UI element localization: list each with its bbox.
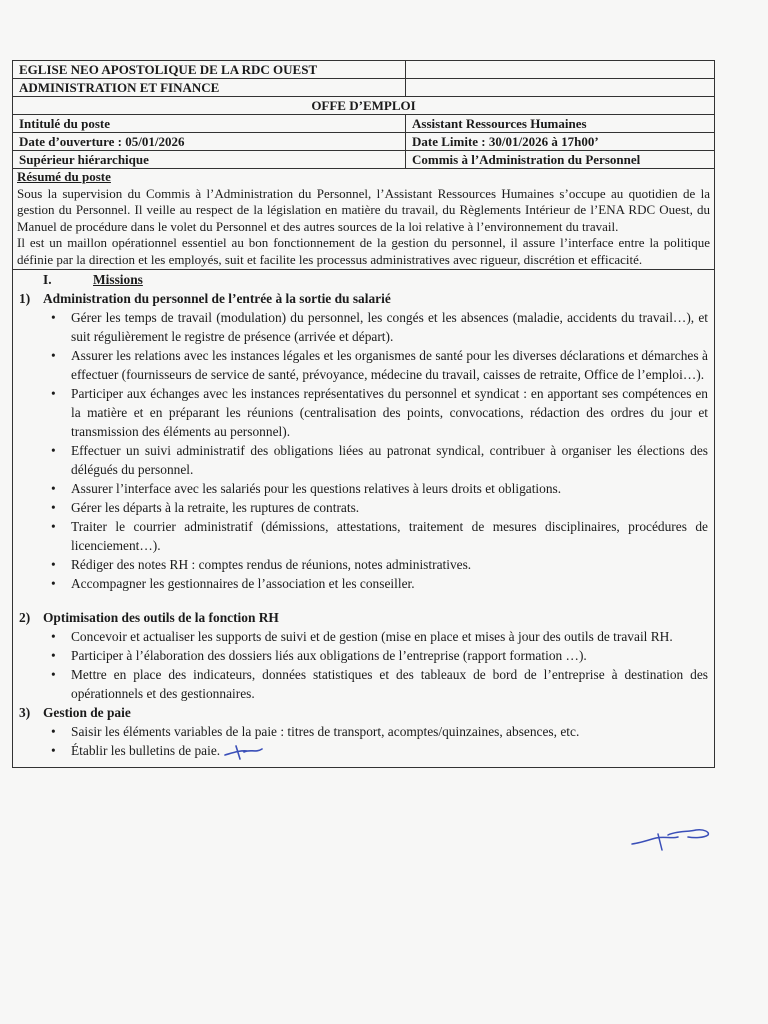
bullet-icon: • [51,348,56,363]
list-item [19,308,708,346]
org-empty-cell [406,61,714,78]
section-number: 2) [19,610,31,625]
section-title: Gestion de paie [43,705,131,720]
bullet-icon: • [51,724,56,739]
info-row [13,151,714,169]
list-item-text: Gérer les temps de travail (modulation) du personnel, les congés et les absences (maladie, accidents du travail…), et suit régulièrement le registre de présence (arrivée et départ). [71,310,708,344]
bullet-icon: • [51,557,56,572]
list-item [19,346,708,384]
bullet-icon: • [51,310,56,325]
list-item [19,665,708,703]
list-item [19,646,708,665]
summary-title: Résumé du poste [17,169,111,184]
info-label: Supérieur hiérarchique [13,151,406,168]
list-item-text: Effectuer un suivi administratif des obligations liées au patronat syndical, contribuer à organiser les élections des délégués du personnel. [71,443,708,477]
list-item-text: Gérer les départs à la retraite, les ruptures de contrats. [71,500,360,515]
section-number: 1) [19,291,31,306]
summary-paragraph: Il est un maillon opérationnel essentiel au bon fonctionnement de la gestion du personnel, il assure l’interface entre la politique définie par la direction et les employés, suit et facilite les processus administratives avec rigueur, discrétion et efficacité. [17,235,710,267]
section-list [19,722,708,761]
missions-heading [19,270,708,289]
bullet-icon: • [51,576,56,591]
job-offer-document [12,60,715,768]
list-item-text: Mettre en place des indicateurs, données statistiques et des tableaux de bord de l’entreprise à destination des opérationnels et des gestionnaires. [71,667,708,701]
info-value-text: Commis à l’Administration du Personnel [412,152,641,167]
dept-name: ADMINISTRATION ET FINANCE [13,79,406,96]
bullet-icon: • [51,500,56,515]
section-list [19,308,708,593]
job-summary [13,169,714,270]
list-item-text: Assurer les relations avec les instances légales et les organismes de santé pour les diverses déclarations et démarches à effectuer (fournisseurs de service de santé, prévoyance, médecine du travail, caisses de retraite, Office de l’emploi…). [71,348,708,382]
bullet-icon: • [51,443,56,458]
list-item-text: Rédiger des notes RH : comptes rendus de réunions, notes administratives. [71,557,472,572]
section-heading [19,703,708,722]
bullet-icon: • [51,519,56,534]
section-list [19,627,708,703]
bullet-icon: • [51,743,56,758]
info-value: Assistant Ressources Humaines [412,116,587,131]
bullet-icon: • [51,629,56,644]
bullet-icon: • [51,481,56,496]
missions-title: Missions [93,272,143,287]
initials-signature-icon [222,743,266,761]
list-item [19,722,708,741]
document-title: OFFE D’EMPLOI [13,97,714,115]
section-heading [19,608,708,627]
list-item [19,498,708,517]
list-item-text: Saisir les éléments variables de la paie : titres de transport, acomptes/quinzaines, absences, etc. [71,724,580,739]
list-item-text: Établir les bulletins de paie. [71,743,221,758]
header-row-org [13,61,714,79]
info-value [406,151,714,168]
section-heading [19,289,708,308]
list-item-text: Assurer l’interface avec les salariés pour les questions relatives à leurs droits et obligations. [71,481,562,496]
section-title: Optimisation des outils de la fonction RH [43,610,279,625]
info-value: Date Limite : 30/01/2026 à 17h00’ [412,134,599,149]
header-row-dept [13,79,714,97]
missions-number: I. [43,272,52,287]
list-item-text: Participer à l’élaboration des dossiers liés aux obligations de l’entreprise (rapport formation …). [71,648,587,663]
dept-empty-cell [406,79,714,96]
list-item-text: Accompagner les gestionnaires de l’association et les conseiller. [71,576,415,591]
list-item [19,384,708,441]
list-item [19,441,708,479]
page-signature-icon [628,826,718,856]
info-label: Intitulé du poste [13,115,406,132]
summary-paragraph: Sous la supervision du Commis à l’Administration du Personnel, l’Assistant Ressources Humaines s’occupe au quotidien de la gestion du Personnel. Il veille au respect de la législation en matière du travail, du Règlements Intérieur de l’ENA RDC Ouest, du Manuel de procédure dans le volet du Personnel et des autres sources de la loi relative à l’environnement du travail. [17,185,710,234]
list-item [19,627,708,646]
spacer [19,593,708,608]
section-title: Administration du personnel de l’entrée à la sortie du salarié [43,291,391,306]
bullet-icon: • [51,386,56,401]
list-item [19,574,708,593]
section-number: 3) [19,705,31,720]
missions-body [13,270,714,767]
info-row [13,115,714,133]
list-item-text: Participer aux échanges avec les instances représentatives du personnel et syndicat : en apportant ses compétences en la matière et en préparant les réunions (centralisation des points, convocations, rédaction des ordres du jour et transmission des éléments au personnel). [71,386,708,439]
list-item [19,741,708,761]
info-label: Date d’ouverture : 05/01/2026 [13,133,406,150]
bullet-icon: • [51,648,56,663]
list-item [19,555,708,574]
org-name: EGLISE NEO APOSTOLIQUE DE LA RDC OUEST [13,61,406,78]
bullet-icon: • [51,667,56,682]
list-item-text: Concevoir et actualiser les supports de suivi et de gestion (mise en place et mises à jour des outils de travail RH. [71,629,673,644]
info-row [13,133,714,151]
list-item [19,479,708,498]
list-item-text: Traiter le courrier administratif (démissions, attestations, traitement de mesures disciplinaires, procédures de licenciement…). [71,519,708,553]
list-item [19,517,708,555]
